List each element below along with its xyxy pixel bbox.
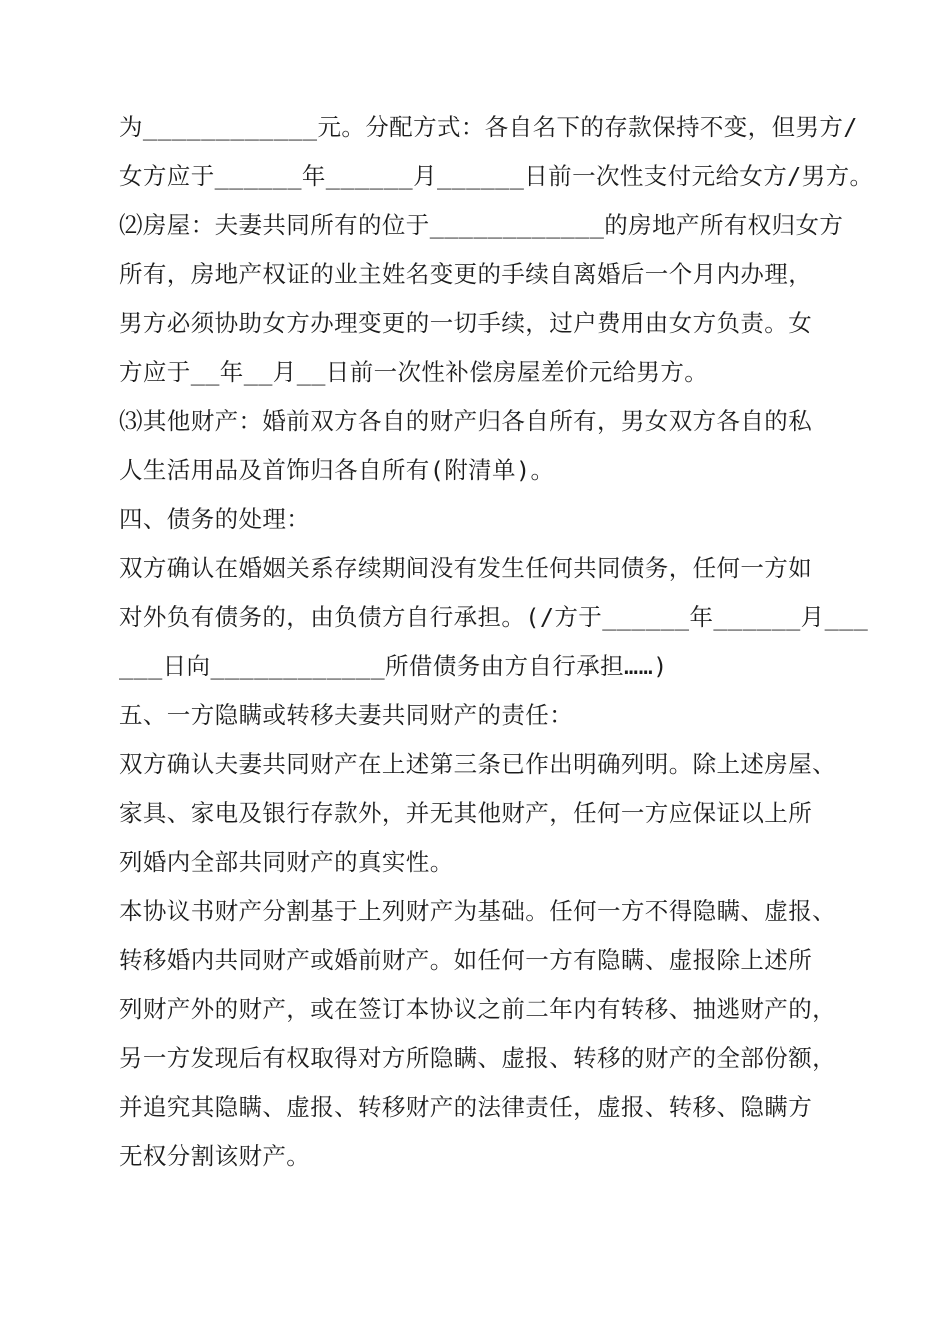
text-line: ___日向____________所借债务由方自行承担……) — [119, 652, 668, 680]
text-line: 本协议书财产分割基于上列财产为基础。任何一方不得隐瞒、虚报、 — [119, 897, 836, 925]
text-line: 并追究其隐瞒、虚报、转移财产的法律责任，虚报、转移、隐瞒方 — [119, 1093, 813, 1121]
section-heading: 四、债务的处理： — [119, 505, 311, 533]
text-line: 对外负有债务的，由负债方自行承担。(/方于______年______月___ — [119, 603, 869, 631]
text-line: 方应于__年__月__日前一次性补偿房屋差价元给男方。 — [119, 358, 709, 386]
text-line: 双方确认夫妻共同财产在上述第三条已作出明确列明。除上述房屋、 — [119, 750, 836, 778]
text-line: 转移婚内共同财产或婚前财产。如任何一方有隐瞒、虚报除上述所 — [119, 946, 813, 974]
text-line: 所有，房地产权证的业主姓名变更的手续自离婚后一个月内办理， — [119, 260, 813, 288]
text-line: 列财产外的财产，或在签订本协议之前二年内有转移、抽逃财产的， — [119, 995, 836, 1023]
text-line: 为____________元。分配方式：各自名下的存款保持不变，但男方/ — [119, 113, 858, 141]
section-heading: 五、一方隐瞒或转移夫妻共同财产的责任： — [119, 701, 574, 729]
text-line: 人生活用品及首饰归各自所有(附清单)。 — [119, 456, 555, 484]
text-line: 列婚内全部共同财产的真实性。 — [119, 848, 454, 876]
text-line: ⑶其他财产：婚前双方各自的财产归各自所有，男女双方各自的私 — [119, 407, 813, 435]
text-line: 另一方发现后有权取得对方所隐瞒、虚报、转移的财产的全部份额， — [119, 1044, 836, 1072]
text-line: 女方应于______年______月______日前一次性支付元给女方/男方。 — [119, 162, 874, 190]
text-line: 无权分割该财产。 — [119, 1142, 311, 1170]
text-line: 双方确认在婚姻关系存续期间没有发生任何共同债务，任何一方如 — [119, 554, 813, 582]
text-line: ⑵房屋：夫妻共同所有的位于____________的房地产所有权归女方 — [119, 211, 844, 239]
text-line: 家具、家电及银行存款外，并无其他财产，任何一方应保证以上所 — [119, 799, 813, 827]
text-line: 男方必须协助女方办理变更的一切手续，过户费用由女方负责。女 — [119, 309, 813, 337]
